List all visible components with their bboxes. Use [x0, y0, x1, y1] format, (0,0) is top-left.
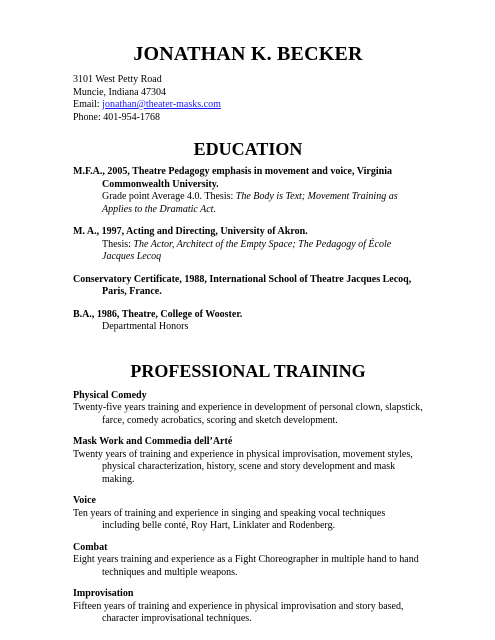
- address-line-1: 3101 West Petty Road: [73, 74, 162, 85]
- training-entry: [73, 436, 423, 486]
- training-heading: PROFESSIONAL TRAINING: [130, 360, 366, 381]
- education-degree: B.A., 1986, Theatre, College of Wooster.: [73, 308, 243, 320]
- resume-name: JONATHAN K. BECKER: [133, 43, 363, 65]
- training-entry: [73, 390, 423, 428]
- training-title: Improvisation: [73, 588, 134, 599]
- education-detail-text: Thesis:: [102, 238, 134, 250]
- address-line-2: Muncie, Indiana 47304: [73, 86, 167, 98]
- training-title: Mask Work and Commedia dell’Arté: [73, 436, 233, 447]
- training-description: Twenty years of training and experience in physical improvisation, movement styles, physical characterization, history, scene and story development and mask making.: [73, 448, 413, 485]
- education-detail: Departmental Honors: [102, 321, 189, 332]
- education-detail: [73, 191, 423, 216]
- education-entry: [73, 226, 423, 264]
- training-entry: [73, 495, 423, 533]
- training-entry: [73, 542, 423, 580]
- training-description: Eight years training and experience as a Fight Choreographer in multiple hand to hand techniques and multiple weapons.: [73, 554, 419, 578]
- education-list: [73, 166, 423, 334]
- training-entry: [73, 588, 423, 626]
- email-label: Email:: [73, 99, 103, 110]
- education-detail: [73, 239, 423, 264]
- thesis-title: The Body is Text; Movement Training as Applies to the Dramatic Act.: [102, 191, 398, 215]
- phone-line: Phone: 401-954-1768: [73, 111, 160, 123]
- education-entry: [73, 274, 423, 299]
- training-list: [73, 390, 423, 626]
- education-detail-text: Grade point Average 4.0. Thesis:: [102, 191, 236, 202]
- training-title: Voice: [73, 495, 96, 506]
- training-title: Physical Comedy: [73, 389, 147, 401]
- education-heading: EDUCATION: [193, 139, 303, 159]
- education-degree: Conservatory Certificate, 1988, International School of Theatre Jacques Lecoq, Paris, France.: [73, 273, 412, 297]
- thesis-title: The Actor, Architect of the Empty Space; The Pedagogy of École Jacques Lecoq: [102, 238, 392, 262]
- education-degree: M. A., 1997, Acting and Directing, University of Akron.: [73, 226, 308, 237]
- education-entry: [73, 309, 423, 334]
- training-description: Ten years of training and experience in singing and speaking vocal techniques including belle conté, Roy Hart, Linklater and Rodenberg.: [73, 507, 386, 531]
- training-description: Twenty-five years training and experience in development of personal clown, slapstick, farce, comedy acrobatics, scoring and sketch development.: [73, 402, 423, 426]
- training-description: Fifteen years of training and experience in physical improvisation and story based, character improvisational techniques.: [73, 600, 404, 624]
- contact-block: [73, 74, 423, 124]
- education-entry: [73, 166, 423, 216]
- education-degree: M.F.A., 2005, Theatre Pedagogy emphasis in movement and voice, Virginia Commonwealth University.: [73, 166, 392, 190]
- email-link[interactable]: jonathan@theater-masks.com: [102, 99, 221, 110]
- training-title: Combat: [73, 541, 108, 553]
- email-line: [73, 99, 423, 112]
